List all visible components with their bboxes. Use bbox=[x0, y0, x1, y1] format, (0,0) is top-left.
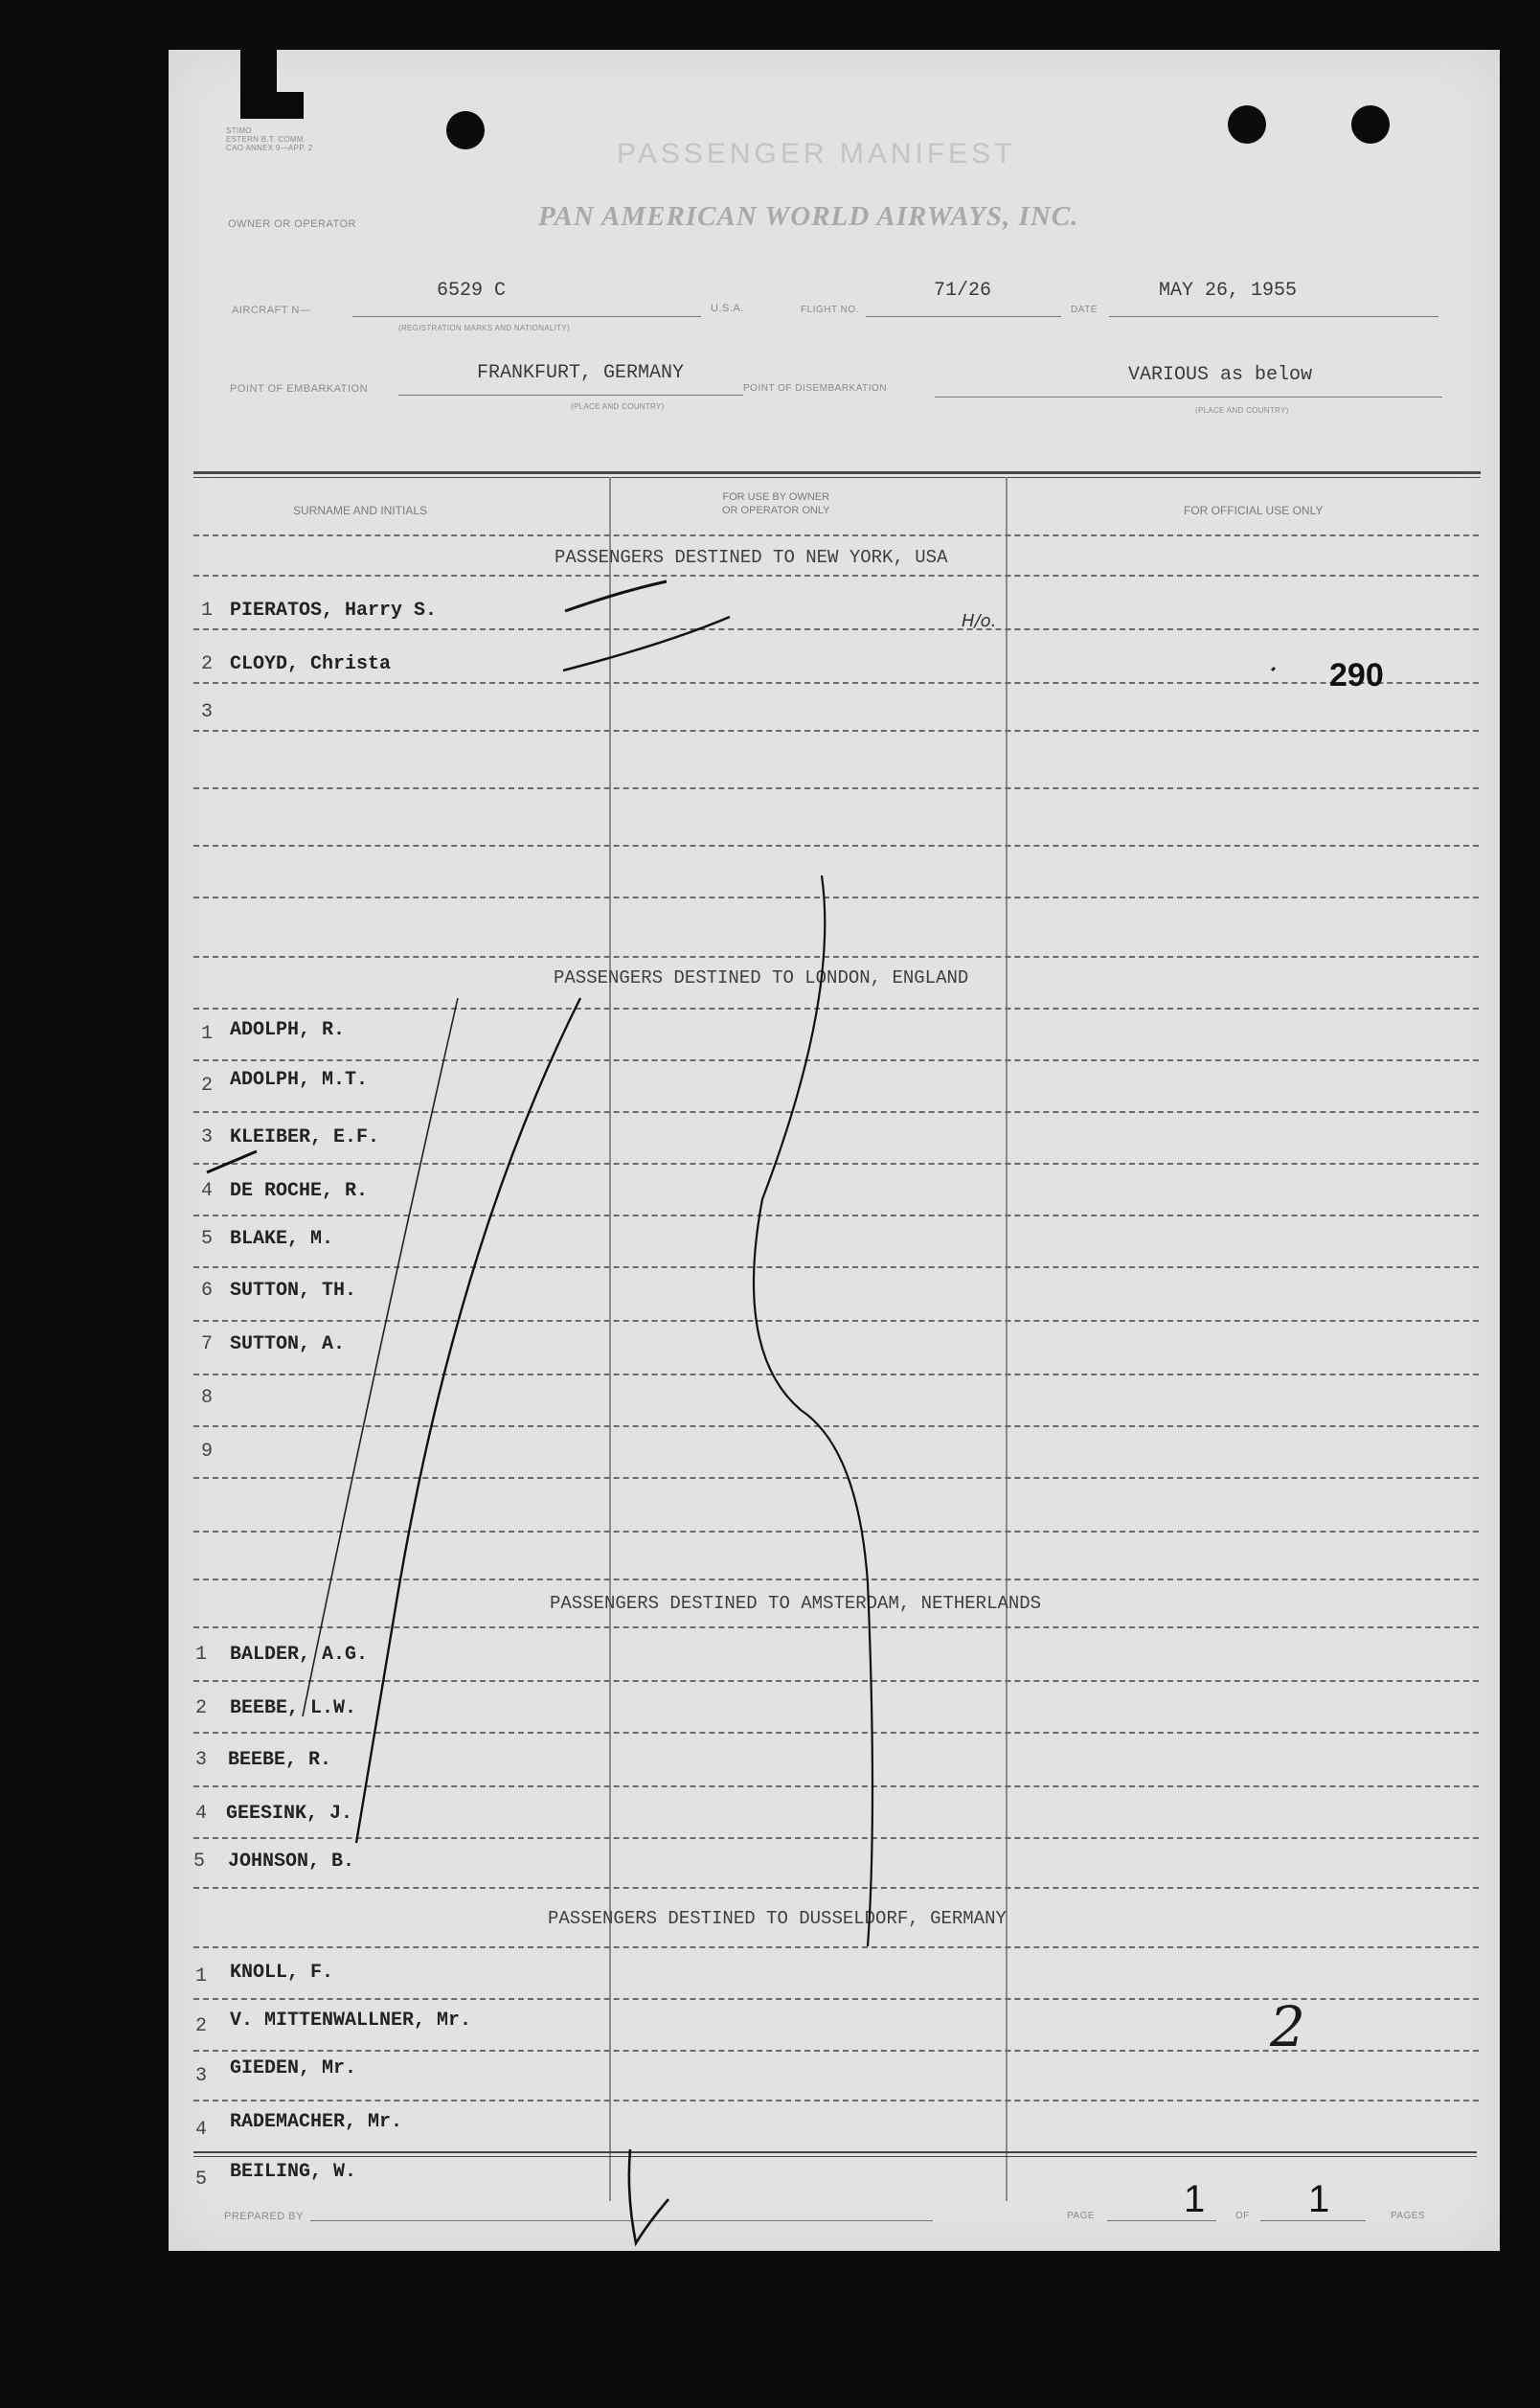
list-item: 7 SUTTON, A. bbox=[201, 1333, 346, 1355]
pen-strokes bbox=[169, 50, 1500, 2251]
of-label: OF bbox=[1235, 2211, 1250, 2221]
section-heading-london: PASSENGERS DESTINED TO LONDON, ENGLAND bbox=[554, 967, 969, 988]
date-label: DATE bbox=[1071, 305, 1098, 315]
handwritten-mark: 2 bbox=[1270, 1994, 1305, 2059]
page-title: PASSENGER MANIFEST bbox=[617, 138, 1016, 170]
dot-mark bbox=[1272, 668, 1275, 670]
disembark-value: VARIOUS as below bbox=[1128, 364, 1313, 386]
list-item: 5 BLAKE, M. bbox=[201, 1228, 334, 1250]
aircraft-label: AIRCRAFT N— bbox=[232, 305, 311, 316]
owner-use-header: FOR USE BY OWNER OR OPERATOR ONLY bbox=[722, 491, 830, 516]
scribble-left-1 bbox=[303, 998, 458, 1716]
tick-mark bbox=[207, 1151, 257, 1172]
list-item: 1 ADOLPH, R. bbox=[201, 1019, 346, 1045]
company-name: PAN AMERICAN WORLD AIRWAYS, INC. bbox=[538, 201, 1079, 232]
disembark-label: POINT OF DISEMBARKATION bbox=[743, 383, 888, 394]
list-item: 8 bbox=[201, 1387, 214, 1409]
strike-line-1 bbox=[565, 581, 667, 611]
embark-value: FRANKFURT, GERMANY bbox=[477, 362, 685, 384]
list-item: 1 PIERATOS, Harry S. bbox=[201, 600, 438, 622]
strike-line-2 bbox=[563, 617, 730, 670]
list-item: 3 BEEBE, R. bbox=[195, 1749, 332, 1771]
list-item: 3 KLEIBER, E.F. bbox=[201, 1126, 380, 1148]
official-use-header: FOR OFFICIAL USE ONLY bbox=[1184, 504, 1324, 517]
list-item: 2 CLOYD, Christa bbox=[201, 653, 392, 675]
list-item: 4 RADEMACHER, Mr. bbox=[195, 2111, 403, 2141]
list-item: 2 V. MITTENWALLNER, Mr. bbox=[195, 2010, 472, 2037]
list-item: 4 GEESINK, J. bbox=[195, 1803, 353, 1825]
list-item: 6 SUTTON, TH. bbox=[201, 1280, 357, 1302]
list-item: 2 BEEBE, L.W. bbox=[195, 1697, 357, 1719]
aircraft-number: 6529 C bbox=[437, 280, 507, 302]
owner-label: OWNER OR OPERATOR bbox=[228, 218, 356, 230]
section-heading-amsterdam: PASSENGERS DESTINED TO AMSTERDAM, NETHERLANDS bbox=[550, 1593, 1042, 1614]
section-heading-dusseldorf: PASSENGERS DESTINED TO DUSSELDORF, GERMANY bbox=[548, 1908, 1007, 1929]
scribble-left-2 bbox=[356, 998, 580, 1843]
flight-label: FLIGHT NO. bbox=[801, 305, 859, 315]
prepared-by-label: PREPARED BY bbox=[224, 2211, 304, 2222]
page-number: 1 bbox=[1184, 2178, 1206, 2220]
list-item: 1 KNOLL, F. bbox=[195, 1962, 334, 1988]
scribble-s-curve bbox=[754, 875, 872, 1946]
embark-label: POINT OF EMBARKATION bbox=[230, 383, 369, 395]
manifest-sheet bbox=[169, 50, 1500, 2251]
disembark-caption: (PLACE AND COUNTRY) bbox=[1195, 406, 1289, 415]
usa-label: U.S.A. bbox=[711, 303, 744, 314]
pages-label: PAGES bbox=[1391, 2211, 1426, 2221]
flight-number: 71/26 bbox=[934, 280, 992, 302]
list-item: 9 bbox=[201, 1441, 214, 1463]
list-item: 1 BALDER, A.G. bbox=[195, 1644, 369, 1666]
section-heading-new-york: PASSENGERS DESTINED TO NEW YORK, USA bbox=[555, 547, 948, 568]
official-number: 290 bbox=[1329, 657, 1384, 693]
flight-date: MAY 26, 1955 bbox=[1159, 280, 1298, 302]
embark-caption: (PLACE AND COUNTRY) bbox=[571, 402, 665, 411]
list-item: 4 DE ROCHE, R. bbox=[201, 1180, 369, 1202]
owner-note: H/o. bbox=[962, 611, 997, 631]
list-item: 5 BEILING, W. bbox=[195, 2161, 357, 2191]
page-label: PAGE bbox=[1067, 2211, 1096, 2221]
page-total: 1 bbox=[1308, 2178, 1330, 2220]
surname-column-header: SURNAME AND INITIALS bbox=[293, 504, 428, 517]
list-item: 3 GIEDEN, Mr. bbox=[195, 2057, 357, 2087]
form-code: STIMO ESTERN B.T. COMM. CAO ANNEX 9—APP. 2 bbox=[226, 126, 313, 152]
list-item: 5 JOHNSON, B. bbox=[193, 1851, 355, 1873]
list-item: 2 ADOLPH, M.T. bbox=[201, 1069, 369, 1097]
list-item: 3 bbox=[201, 701, 214, 723]
registration-caption: (REGISTRATION MARKS AND NATIONALITY) bbox=[398, 324, 570, 332]
initial-mark bbox=[629, 2149, 668, 2243]
